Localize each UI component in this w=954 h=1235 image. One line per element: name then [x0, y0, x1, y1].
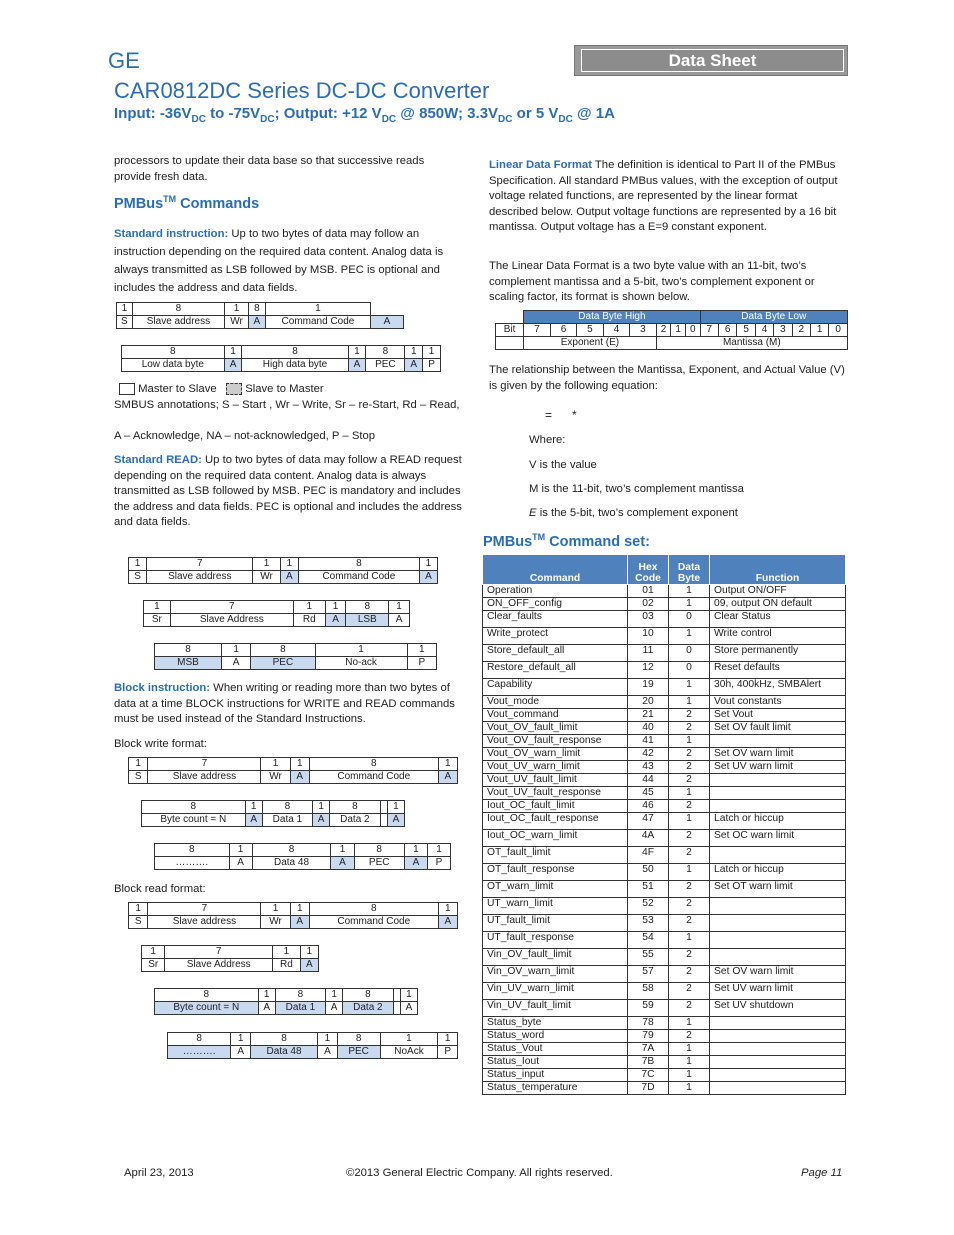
m-definition: M is the 11-bit, two’s complement mantissa — [529, 483, 744, 495]
e-letter: E — [529, 507, 537, 519]
data-byte: 2 — [669, 1030, 710, 1043]
hex-code: 42 — [628, 748, 669, 761]
hex-code: 40 — [628, 722, 669, 735]
data-byte: 1 — [669, 813, 710, 830]
function: Latch or hiccup — [710, 864, 846, 881]
standard-read-frame-3: 8 1 8 1 1 MSB A PEC No-ack P — [154, 643, 437, 670]
command-set-table — [482, 554, 846, 1095]
command-name: Vout_UV_fault_limit — [483, 774, 628, 787]
block-instruction-text: When writing or reading more than two bytes of data at a time BLOCK instructions for WRITE and READ commands must be used instead of the Standard Instructions. — [114, 682, 455, 725]
command-name: Vin_OV_warn_limit — [483, 966, 628, 983]
function: Output ON/OFF — [710, 585, 846, 598]
function — [710, 1069, 846, 1082]
block-instruction-paragraph — [114, 681, 466, 728]
footer-date: April 23, 2013 — [124, 1167, 194, 1179]
function: Store permanently — [710, 645, 846, 662]
column-header-hex-code: Hex Code — [628, 555, 669, 585]
command-name: Operation — [483, 585, 628, 598]
bit-number: 2 — [656, 324, 671, 337]
command-name: Vout_UV_warn_limit — [483, 761, 628, 774]
data-byte-low-header: Data Byte Low — [700, 311, 847, 324]
standard-instruction-text: Up to two bytes of data may follow an instruction depending on the required data content. Analog data is always transmitted as LSB followed by MSB. PEC is optional and includes the address and data fields. — [114, 228, 444, 294]
hex-code: 4F — [628, 847, 669, 864]
data-byte: 2 — [669, 830, 710, 847]
footer-copyright: ©2013 General Electric Company. All rights reserved. — [346, 1167, 613, 1179]
command-name: UT_warn_limit — [483, 898, 628, 915]
bit-number: 2 — [792, 324, 810, 337]
function: Set OV warn limit — [710, 748, 846, 761]
bit-number: 7 — [700, 324, 718, 337]
table-row — [483, 722, 846, 735]
data-byte: 2 — [669, 761, 710, 774]
table-row — [483, 645, 846, 662]
data-byte: 1 — [669, 1056, 710, 1069]
column-header-data-byte: Data Byte — [669, 555, 710, 585]
standard-write-frame-1: 1 8 1 8 1 S Slave address Wr A Command Code A — [116, 302, 404, 329]
data-byte: 2 — [669, 722, 710, 735]
table-row — [483, 949, 846, 966]
table-row — [483, 1043, 846, 1056]
hex-code: 58 — [628, 983, 669, 1000]
hex-code: 46 — [628, 800, 669, 813]
function: Set Vout — [710, 709, 846, 722]
smbus-annotations: SMBUS annotations; S – Start , Wr – Write, Sr – re-Start, Rd – Read, — [114, 399, 460, 411]
table-row — [483, 847, 846, 864]
data-byte: 1 — [669, 864, 710, 881]
data-byte-high-header: Data Byte High — [524, 311, 700, 324]
bit-number: 0 — [829, 324, 848, 337]
hex-code: 19 — [628, 679, 669, 696]
subtitle-sub: DC — [381, 114, 397, 125]
data-byte: 1 — [669, 932, 710, 949]
heading-text: PMBus — [114, 195, 164, 212]
table-row — [483, 585, 846, 598]
table-row — [483, 611, 846, 628]
document-title: CAR0812DC Series DC-DC Converter — [114, 78, 490, 103]
data-byte: 0 — [669, 611, 710, 628]
bit-number: 6 — [719, 324, 737, 337]
block-read-frame-2: 1 7 1 1 Sr Slave Address Rd A — [141, 945, 319, 972]
function: Set UV warn limit — [710, 761, 846, 774]
function — [710, 847, 846, 864]
linear-data-format-label: Linear Data Format — [489, 159, 592, 171]
table-row — [483, 932, 846, 949]
command-name: Iout_OC_fault_response — [483, 813, 628, 830]
block-write-label: Block write format: — [114, 738, 207, 750]
block-read-label: Block read format: — [114, 883, 206, 895]
data-byte: 2 — [669, 966, 710, 983]
command-name: Iout_OC_warn_limit — [483, 830, 628, 847]
table-row — [483, 1069, 846, 1082]
function — [710, 1082, 846, 1095]
table-row — [483, 983, 846, 1000]
block-read-frame-1: 1 7 1 1 8 1 S Slave address Wr A Command Code A — [128, 902, 458, 929]
function: Vout constants — [710, 696, 846, 709]
data-byte: 1 — [669, 598, 710, 611]
subtitle-sub: DC — [498, 114, 513, 125]
slave-to-master-swatch — [226, 383, 242, 395]
command-name: Restore_default_all — [483, 662, 628, 679]
hex-code: 50 — [628, 864, 669, 881]
bit-label: Bit — [496, 324, 524, 337]
table-row — [483, 761, 846, 774]
standard-read-frame-2: 1 7 1 1 8 1 Sr Slave Address Rd A LSB A — [143, 600, 410, 627]
function — [710, 1056, 846, 1069]
bit-number: 5 — [577, 324, 603, 337]
subtitle-part: @ 850W; 3.3V — [396, 105, 499, 122]
function — [710, 735, 846, 748]
table-row — [483, 813, 846, 830]
standard-read-text: Up to two bytes of data may follow a READ request depending on the required data content. Analog data is always transmitted as LSB followed by MSB. PEC is mandatory and includes the address and data fields. PEC is optional and includes the address and data fields. — [114, 454, 462, 528]
command-name: Status_Vout — [483, 1043, 628, 1056]
hex-code: 79 — [628, 1030, 669, 1043]
block-write-frame-3: 8 1 8 1 8 1 1 ………. A Data 48 A PEC A P — [154, 843, 451, 870]
hex-code: 78 — [628, 1017, 669, 1030]
command-name: Status_Iout — [483, 1056, 628, 1069]
table-row — [483, 662, 846, 679]
hex-code: 11 — [628, 645, 669, 662]
standard-write-frame-2: 8 1 8 1 8 1 1 Low data byte A High data byte A PEC A P — [121, 345, 441, 372]
data-byte: 2 — [669, 881, 710, 898]
table-row — [483, 1000, 846, 1017]
v-definition: V is the value — [529, 459, 597, 471]
pmbus-command-set-heading — [483, 532, 650, 550]
tm-mark: TM — [532, 532, 546, 542]
column-header-function: Function — [710, 555, 846, 585]
footer-page-number: Page 11 — [801, 1167, 843, 1179]
standard-instruction-label: Standard instruction: — [114, 228, 229, 240]
linear-data-format-paragraph-2: The Linear Data Format is a two byte value with an 11-bit, two’s complement mantissa and a 5-bit, two’s complement exponent or scaling factor, its format is shown below. — [489, 260, 815, 303]
table-row — [483, 915, 846, 932]
function: Latch or hiccup — [710, 813, 846, 830]
data-byte: 1 — [669, 1082, 710, 1095]
function: Set OV fault limit — [710, 722, 846, 735]
hex-code: 03 — [628, 611, 669, 628]
data-byte: 0 — [669, 645, 710, 662]
data-byte: 1 — [669, 1069, 710, 1082]
function: Set UV shutdown — [710, 1000, 846, 1017]
command-name: Vout_OV_fault_response — [483, 735, 628, 748]
data-byte: 2 — [669, 774, 710, 787]
command-name: Vout_OV_warn_limit — [483, 748, 628, 761]
hex-code: 59 — [628, 1000, 669, 1017]
function: Set OC warn limit — [710, 830, 846, 847]
command-name: Vout_OV_fault_limit — [483, 722, 628, 735]
linear-data-format-paragraph — [489, 158, 847, 236]
standard-read-label: Standard READ: — [114, 454, 202, 466]
smbus-annotations-2: A – Acknowledge, NA – not-acknowledged, P – Stop — [114, 430, 376, 442]
hex-code: 7A — [628, 1043, 669, 1056]
table-row — [483, 787, 846, 800]
data-byte: 1 — [669, 628, 710, 645]
data-byte: 1 — [669, 735, 710, 748]
table-row — [483, 966, 846, 983]
table-row — [483, 1017, 846, 1030]
e-definition — [529, 506, 738, 522]
data-byte: 1 — [669, 696, 710, 709]
data-sheet-label: Data Sheet — [581, 49, 844, 72]
command-name: Vout_UV_fault_response — [483, 787, 628, 800]
table-row — [483, 679, 846, 696]
bit-number: 5 — [737, 324, 755, 337]
table-row — [483, 1030, 846, 1043]
legend-slave-label: Slave to Master — [245, 383, 324, 395]
command-name: Write_protect — [483, 628, 628, 645]
command-name: UT_fault_response — [483, 932, 628, 949]
function — [710, 932, 846, 949]
block-write-frame-2: 8 1 8 1 8 1 Byte count = N A Data 1 A Data 2 A — [141, 800, 405, 827]
command-name: Status_temperature — [483, 1082, 628, 1095]
function: Write control — [710, 628, 846, 645]
function — [710, 774, 846, 787]
where-label: Where: — [529, 434, 566, 446]
data-byte: 1 — [669, 1043, 710, 1056]
command-name: OT_fault_response — [483, 864, 628, 881]
hex-code: 4A — [628, 830, 669, 847]
bit-number: 4 — [755, 324, 773, 337]
hex-code: 7C — [628, 1069, 669, 1082]
ge-logo: GE — [108, 48, 140, 73]
function: 09, output ON default — [710, 598, 846, 611]
table-row — [483, 898, 846, 915]
data-byte: 0 — [669, 662, 710, 679]
subtitle-part: @ 1A — [572, 105, 615, 122]
hex-code: 7B — [628, 1056, 669, 1069]
table-row — [483, 748, 846, 761]
subtitle-part: Input: -36V — [114, 105, 192, 122]
equation: = * — [545, 408, 577, 422]
hex-code: 21 — [628, 709, 669, 722]
table-row — [483, 735, 846, 748]
subtitle-part: ; Output: +12 V — [274, 105, 382, 122]
heading-text: Command set: — [545, 533, 650, 550]
bit-number: 7 — [524, 324, 550, 337]
data-byte: 1 — [669, 787, 710, 800]
data-byte: 1 — [669, 679, 710, 696]
hex-code: 57 — [628, 966, 669, 983]
bit-number: 6 — [550, 324, 576, 337]
linear-data-format-text: The definition is identical to Part II of the PMBus Specification. All standard PMBus values, with the exception of output voltage related functions, are represented by the linear format described below. Output voltage functions are represented by a 16 bit mantissa. Output voltage has a E=9 constant exponent. — [489, 159, 838, 233]
exponent-label: Exponent (E) — [524, 337, 656, 350]
function: Clear Status — [710, 611, 846, 628]
tm-mark: TM — [163, 194, 177, 204]
data-byte: 2 — [669, 898, 710, 915]
command-name: Capability — [483, 679, 628, 696]
command-name: OT_warn_limit — [483, 881, 628, 898]
table-row — [483, 598, 846, 611]
subtitle-part: or 5 V — [512, 105, 559, 122]
subtitle-sub: DC — [558, 114, 573, 125]
command-name: Status_word — [483, 1030, 628, 1043]
function — [710, 949, 846, 966]
command-name: ON_OFF_config — [483, 598, 628, 611]
data-byte: 2 — [669, 1000, 710, 1017]
e-definition-text: is the 5-bit, two’s complement exponent — [539, 507, 738, 519]
subtitle-sub: DC — [191, 114, 206, 125]
block-write-frame-1: 1 7 1 1 8 1 S Slave address Wr A Command Code A — [128, 757, 458, 784]
hex-code: 53 — [628, 915, 669, 932]
command-name: Vin_OV_fault_limit — [483, 949, 628, 966]
bit-number: 0 — [685, 324, 700, 337]
table-row — [483, 696, 846, 709]
hex-code: 02 — [628, 598, 669, 611]
hex-code: 20 — [628, 696, 669, 709]
command-name: Status_byte — [483, 1017, 628, 1030]
data-byte: 2 — [669, 983, 710, 1000]
table-row — [483, 1082, 846, 1095]
block-read-frame-4: 8 1 8 1 8 1 1 ………. A Data 48 A PEC NoAck P — [167, 1032, 458, 1059]
function: Reset defaults — [710, 662, 846, 679]
command-name: Store_default_all — [483, 645, 628, 662]
hex-code: 43 — [628, 761, 669, 774]
command-name: Vout_mode — [483, 696, 628, 709]
standard-instruction-paragraph — [114, 225, 464, 297]
hex-code: 10 — [628, 628, 669, 645]
intro-paragraph: processors to update their data base so that successive reads provide fresh data. — [114, 155, 425, 183]
document-subtitle — [114, 105, 615, 125]
hex-code: 52 — [628, 898, 669, 915]
bit-number: 1 — [671, 324, 686, 337]
data-byte: 2 — [669, 949, 710, 966]
function — [710, 1017, 846, 1030]
hex-code: 01 — [628, 585, 669, 598]
function — [710, 1030, 846, 1043]
function: Set OT warn limit — [710, 881, 846, 898]
subtitle-sub: DC — [260, 114, 275, 125]
function — [710, 1043, 846, 1056]
relationship-paragraph: The relationship between the Mantissa, Exponent, and Actual Value (V) is given by the following equation: — [489, 364, 845, 392]
table-row — [483, 1056, 846, 1069]
table-row — [483, 628, 846, 645]
table-row — [483, 830, 846, 847]
data-byte: 1 — [669, 585, 710, 598]
function: Set OV warn limit — [710, 966, 846, 983]
function — [710, 787, 846, 800]
hex-code: 44 — [628, 774, 669, 787]
function — [710, 898, 846, 915]
table-row — [483, 881, 846, 898]
mantissa-label: Mantissa (M) — [656, 337, 847, 350]
heading-text: Commands — [176, 195, 260, 212]
command-name: Clear_faults — [483, 611, 628, 628]
table-row — [483, 800, 846, 813]
block-read-frame-3: 8 1 8 1 8 1 Byte count = N A Data 1 A Data 2 A — [154, 988, 418, 1015]
hex-code: 51 — [628, 881, 669, 898]
function — [710, 915, 846, 932]
command-name: Vout_command — [483, 709, 628, 722]
standard-read-frame-1: 1 7 1 1 8 1 S Slave address Wr A Command Code A — [128, 557, 438, 584]
data-byte: 2 — [669, 709, 710, 722]
subtitle-part: to -75V — [205, 105, 261, 122]
table-row — [483, 709, 846, 722]
function: 30h, 400kHz, SMBAlert — [710, 679, 846, 696]
data-byte: 2 — [669, 748, 710, 761]
bit-number: 3 — [630, 324, 656, 337]
table-row — [483, 774, 846, 787]
function — [710, 800, 846, 813]
table-row — [483, 864, 846, 881]
command-name: Iout_OC_fault_limit — [483, 800, 628, 813]
hex-code: 54 — [628, 932, 669, 949]
function: Set UV warn limit — [710, 983, 846, 1000]
hex-code: 45 — [628, 787, 669, 800]
command-name: Vin_UV_fault_limit — [483, 1000, 628, 1017]
data-byte: 1 — [669, 1017, 710, 1030]
command-name: UT_fault_limit — [483, 915, 628, 932]
data-byte: 2 — [669, 847, 710, 864]
hex-code: 41 — [628, 735, 669, 748]
master-to-slave-swatch — [119, 383, 135, 395]
command-name: Status_input — [483, 1069, 628, 1082]
hex-code: 55 — [628, 949, 669, 966]
bit-number: 4 — [603, 324, 629, 337]
standard-read-paragraph — [114, 453, 466, 531]
block-instruction-label: Block instruction: — [114, 682, 211, 694]
legend-master-label: Master to Slave — [138, 383, 217, 395]
linear-format-bit-table — [495, 310, 848, 350]
data-byte: 2 — [669, 800, 710, 813]
hex-code: 47 — [628, 813, 669, 830]
command-name: Vin_UV_warn_limit — [483, 983, 628, 1000]
hex-code: 7D — [628, 1082, 669, 1095]
heading-text: PMBus — [483, 533, 533, 550]
data-sheet-badge — [574, 45, 848, 76]
data-byte: 2 — [669, 915, 710, 932]
column-header-command: Command — [483, 555, 628, 585]
hex-code: 12 — [628, 662, 669, 679]
frame-legend — [119, 383, 324, 395]
bit-number: 3 — [774, 324, 792, 337]
pmbus-commands-heading — [114, 194, 259, 212]
bit-number: 1 — [810, 324, 828, 337]
command-name: OT_fault_limit — [483, 847, 628, 864]
